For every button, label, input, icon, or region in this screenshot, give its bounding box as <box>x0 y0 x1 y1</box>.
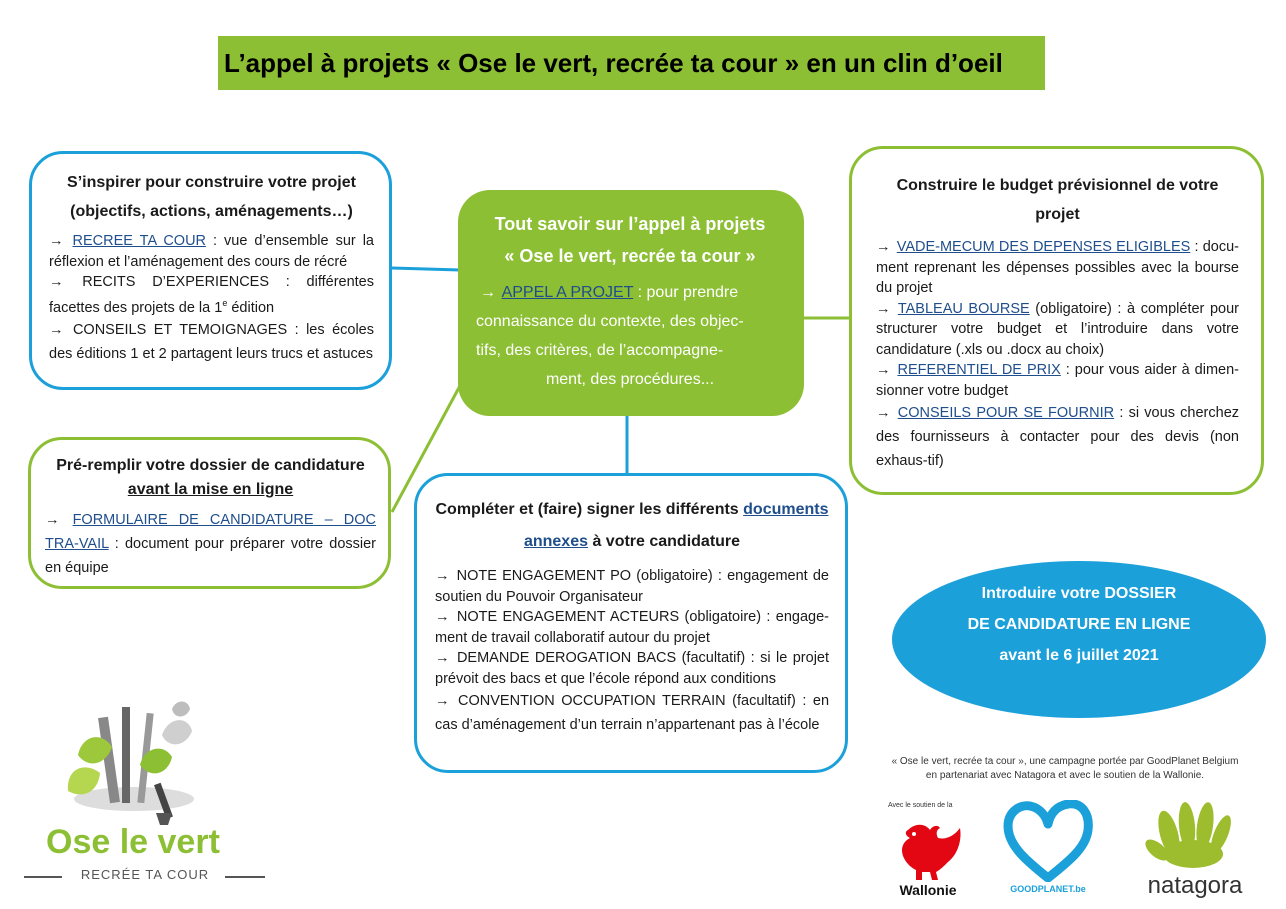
inspire-item-text: : vue d’ensemble sur la réflexion et l’aménagement des cours de récré <box>49 233 374 270</box>
center-title-line2: « Ose le vert, recrée ta cour » <box>504 246 756 266</box>
docs-item <box>435 689 829 737</box>
ose-sub-text: RECRÉE TA COUR <box>80 867 210 882</box>
garden-tools-icon <box>22 695 268 825</box>
docs-item-text: CONVENTION OCCUPATION TERRAIN (facultatif) : en cas d’aménagement d’un terrain n’appartenant pas à l’école <box>435 693 830 733</box>
link-vade-mecum[interactable]: VADE-MECUM DES DEPENSES ELIGIBLES <box>896 239 1191 255</box>
inspire-item <box>49 272 374 318</box>
divider <box>225 876 265 878</box>
credit-line2: en partenariat avec Natagora et avec le soutien de la Wallonie. <box>925 770 1205 781</box>
heart-icon <box>998 800 1098 882</box>
budget-item <box>876 360 1239 401</box>
prefill-title-line2: avant la mise en ligne <box>127 481 294 498</box>
arrow-icon: → <box>876 239 891 255</box>
center-text-4: ment, des procédures... <box>545 371 715 388</box>
arrow-icon: → <box>435 609 450 625</box>
credit-line1: « Ose le vert, recrée ta cour », une campagne portée par GoodPlanet Belgium <box>891 756 1239 767</box>
prefill-title-line1: Pré-remplir votre dossier de candidature <box>56 457 365 474</box>
inspire-item-text: édition <box>227 299 275 316</box>
link-appel-a-projet[interactable]: APPEL A PROJET <box>501 284 634 301</box>
docs-title <box>435 494 829 558</box>
arrow-icon: → <box>876 405 891 421</box>
inspire-item-text: CONSEILS ET TEMOIGNAGES : les écoles des éditions 1 et 2 partagent leurs trucs et astuces <box>49 321 374 362</box>
prefill-item <box>45 508 376 580</box>
link-tableau-bourse[interactable]: TABLEAU BOURSE <box>897 300 1030 317</box>
goodplanet-logo <box>998 800 1098 902</box>
center-text-1: : pour prendre <box>633 284 739 301</box>
budget-item-text: : docu-ment reprenant les dépenses possibles avec la bourse du projet <box>876 239 1240 296</box>
hand-icon <box>1135 800 1255 870</box>
credit-text <box>845 755 1285 783</box>
docs-box <box>414 473 848 773</box>
budget-item-text: (obligatoire) : à compléter pour structurer votre budget et l’introduire dans votre candidature (.xls ou .docx au choix) <box>876 300 1239 358</box>
prefill-item-text: : document pour préparer votre dossier en équipe <box>45 536 376 576</box>
cta-line3: avant le 6 juillet 2021 <box>999 647 1159 664</box>
ose-brand-text: Ose le vert <box>46 823 220 861</box>
ose-le-vert-logo <box>22 695 268 890</box>
arrow-icon: → <box>435 650 450 666</box>
link-referentiel-prix[interactable]: REFERENTIEL DE PRIX <box>897 362 1061 378</box>
center-title <box>476 208 784 272</box>
inspire-item <box>49 231 374 272</box>
arrow-icon: → <box>876 362 891 378</box>
link-conseils-fournir[interactable]: CONSEILS POUR SE FOURNIR <box>897 405 1115 421</box>
inspire-box <box>29 151 392 390</box>
inspire-title-line2: (objectifs, actions, aménagements…) <box>70 203 353 220</box>
docs-item-text: NOTE ENGAGEMENT PO (obligatoire) : engagement de soutien du Pouvoir Organisateur <box>435 568 829 605</box>
inspire-title <box>49 168 374 226</box>
budget-item-text: : si vous cherchez des fournisseurs à contacter pour des devis (non exhaus-tif) <box>876 405 1240 469</box>
wallonie-name: Wallonie <box>899 882 957 898</box>
inspire-item <box>49 318 374 366</box>
natagora-logo <box>1135 800 1255 902</box>
docs-item-text: DEMANDE DEROGATION BACS (facultatif) : si le projet prévoit des bacs et que l’école répond aux conditions <box>435 650 830 687</box>
inspire-item-text: RECITS D’EXPERIENCES : différentes facettes des projets de la 1 <box>49 274 374 316</box>
docs-item <box>435 648 829 689</box>
budget-box <box>849 146 1264 495</box>
cta-line1: Introduire votre DOSSIER <box>981 585 1177 602</box>
page-title: L’appel à projets « Ose le vert, recrée ta cour » en un clin d’oeil <box>218 36 1045 90</box>
docs-title-post: à votre candidature <box>588 533 741 550</box>
inspire-title-line1: S’inspirer pour construire votre projet <box>67 174 356 191</box>
wallonie-logo <box>888 802 968 902</box>
docs-title-pre: Compléter et (faire) signer les différents <box>435 501 744 518</box>
link-documents-annexes[interactable]: documents annexes <box>523 501 829 550</box>
deadline-cta[interactable] <box>892 561 1266 718</box>
wallonie-avec-text: Avec le soutien de la <box>888 802 953 809</box>
docs-item <box>435 607 829 648</box>
center-text <box>476 278 784 394</box>
arrow-icon: → <box>480 284 496 301</box>
link-recree-ta-cour[interactable]: RECREE TA COUR <box>72 233 207 249</box>
connector-inspire-center <box>392 268 460 270</box>
center-text-3: tifs, des critères, de l’accompagne- <box>476 342 724 359</box>
prefill-box <box>28 437 391 589</box>
arrow-icon: → <box>49 274 64 290</box>
budget-item-text: : pour vous aider à dimen-sionner votre budget <box>876 362 1239 399</box>
cta-line2: DE CANDIDATURE EN LIGNE <box>967 616 1191 633</box>
budget-item <box>876 299 1239 361</box>
docs-item-text: NOTE ENGAGEMENT ACTEURS (obligatoire) : engage-ment de travail collaboratif autour du projet <box>435 609 829 646</box>
budget-title <box>876 171 1239 229</box>
arrow-icon: → <box>876 300 891 317</box>
budget-title-line1: Construire le budget prévisionnel de votre <box>896 177 1219 194</box>
arrow-icon: → <box>45 512 60 528</box>
docs-item <box>435 566 829 607</box>
arrow-icon: → <box>49 321 64 338</box>
arrow-icon: → <box>435 568 450 584</box>
arrow-icon: → <box>435 693 450 709</box>
center-text-2: connaissance du contexte, des objec- <box>476 313 744 330</box>
goodplanet-name: GOODPLANET.be <box>1010 884 1086 894</box>
rooster-icon <box>888 820 968 882</box>
center-box <box>458 190 804 416</box>
superscript: e <box>222 297 228 308</box>
budget-item <box>876 237 1239 299</box>
prefill-title <box>45 454 376 502</box>
arrow-icon: → <box>49 233 64 249</box>
center-title-line1: Tout savoir sur l’appel à projets <box>494 214 766 234</box>
natagora-name: natagora <box>1147 872 1243 899</box>
budget-title-line2: projet <box>1035 206 1080 223</box>
budget-item <box>876 401 1239 473</box>
link-formulaire-candidature[interactable]: FORMULAIRE DE CANDIDATURE – DOC TRA-VAIL <box>45 512 376 552</box>
